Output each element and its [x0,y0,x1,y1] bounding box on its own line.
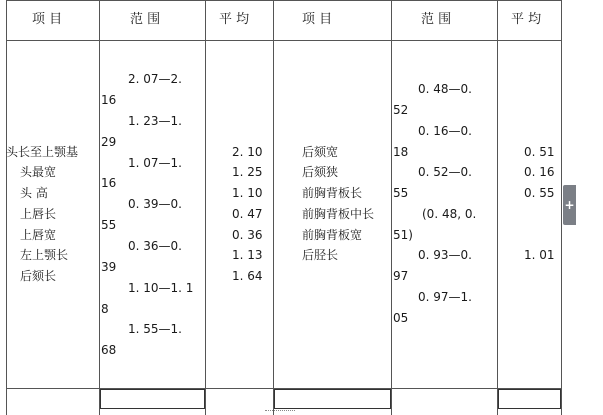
right-range-wrap: 52 [393,103,409,117]
col-divider-5 [497,0,498,415]
left-range: 0. 39—0. [128,197,182,211]
right-range: 0. 48—0. [418,82,472,96]
col-divider-3 [273,0,274,415]
left-avg: 2. 10 [232,145,263,159]
left-avg: 1. 13 [232,248,263,262]
left-range: 2. 07—2. [128,72,182,86]
left-avg: 1. 25 [232,165,263,179]
header-avg-right: 平 均 [511,12,542,27]
footer-cell-left-range [100,389,205,409]
left-item: 头最宽 [20,165,57,179]
right-item: 后颏宽 [302,145,339,159]
right-item: 前胸背板宽 [302,228,363,242]
col-divider-4 [391,0,392,415]
right-range: 0. 52—0. [418,165,472,179]
header-range-right: 范 围 [421,12,452,27]
dotted-edge [265,410,295,412]
header-item-left: 项 目 [32,12,63,27]
right-avg: 1. 01 [524,248,555,262]
right-item: 后胫长 [302,248,339,262]
header-item-right: 项 目 [302,12,333,27]
right-range-wrap: 18 [393,145,409,159]
right-avg: 0. 51 [524,145,555,159]
right-avg: 0. 16 [524,165,555,179]
header-divider [6,40,562,41]
right-item: 后颏狭 [302,165,339,179]
left-range: 1. 10—1. 1 [128,281,194,295]
right-range: 0. 93—0. [418,248,472,262]
left-range-wrap: 8 [101,302,109,316]
left-range-wrap: 16 [101,93,117,107]
left-range: 1. 23—1. [128,114,182,128]
expand-tab-button[interactable] [563,185,576,225]
header-avg-left: 平 均 [219,12,250,27]
left-range-wrap: 16 [101,176,117,190]
left-item: 左上颚长 [20,248,69,262]
left-item: 上唇长 [20,207,57,221]
right-item: 前胸背板中长 [302,207,375,221]
left-avg: 1. 64 [232,269,263,283]
left-range-wrap: 68 [101,343,117,357]
left-avg: 0. 36 [232,228,263,242]
left-range-wrap: 29 [101,135,117,149]
border-top [6,0,562,1]
right-range-wrap: 55 [393,186,409,200]
left-range: 1. 07—1. [128,156,182,170]
header-range-left: 范 围 [130,12,161,27]
right-range: (0. 48, 0. [422,207,477,221]
col-divider-2 [205,0,206,415]
right-range-wrap: 51) [393,228,413,242]
left-range-wrap: 55 [101,218,117,232]
right-range-wrap: 05 [393,311,409,325]
right-avg: 0. 55 [524,186,555,200]
right-range-wrap: 97 [393,269,409,283]
left-range: 1. 55—1. [128,322,182,336]
left-avg: 1. 10 [232,186,263,200]
left-item: 头 高 [20,186,48,200]
footer-cell-right-avg [498,389,561,409]
left-item: 后颏长 [20,269,57,283]
col-divider-1 [99,0,100,415]
plus-icon: + [564,198,575,212]
border-right [561,0,562,415]
right-item: 前胸背板长 [302,186,363,200]
border-left [6,0,7,415]
left-range: 0. 36—0. [128,239,182,253]
right-range: 0. 16—0. [418,124,472,138]
right-range: 0. 97—1. [418,290,472,304]
left-range-wrap: 39 [101,260,117,274]
left-item: 头长至上颚基 [6,145,79,159]
left-avg: 0. 47 [232,207,263,221]
footer-cell-right-item [274,389,391,409]
left-item: 上唇宽 [20,228,57,242]
